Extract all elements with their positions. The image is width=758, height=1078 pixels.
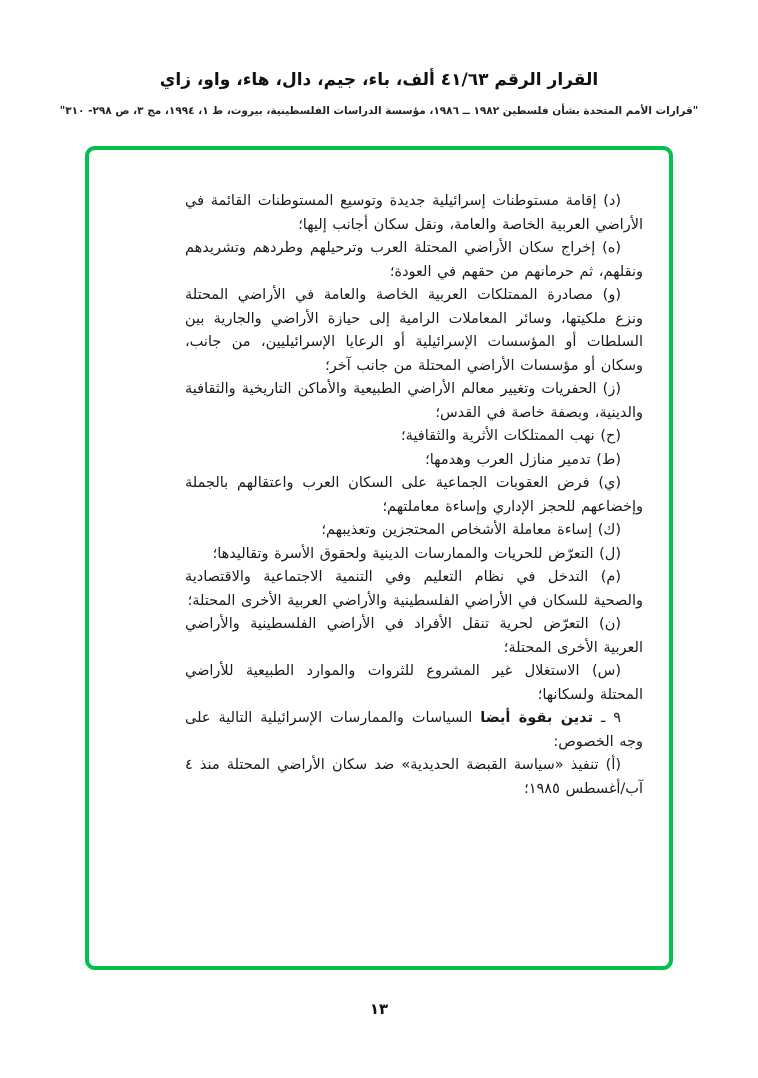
paragraph-text: تدمير منازل العرب وهدمها؛ xyxy=(425,451,591,468)
paragraph-text: تنفيذ «سياسة القبضة الحديدية» ضد سكان الأراضي المحتلة منذ ٤ آب/أغسطس ١٩٨٥؛ xyxy=(185,757,643,797)
paragraph-6 xyxy=(185,472,643,519)
paragraph-3 xyxy=(185,378,643,425)
paragraph-text: نهب الممتلكات الأثرية والثقافية؛ xyxy=(401,428,595,444)
paragraph-label: (ن) xyxy=(599,616,621,632)
paragraph-7 xyxy=(185,519,643,543)
paragraph-text: مصادرة الممتلكات العربية الخاصة والعامة في الأراضي المحتلة ونزع ملكيتها، وسائر المعاملات الرامية إلى حيازة الأراضي والجارية بين السلطات أو المؤسسات الإسرائيلية أو الرعايا الإسرائيليين، من جانب، وسكان أو مؤسسات الأراضي المحتلة من جانب آخر؛ xyxy=(185,287,643,374)
paragraph-10 xyxy=(185,613,643,660)
paragraph-2 xyxy=(185,284,643,378)
paragraph-label: (و) xyxy=(602,287,621,303)
paragraph-text: الحفريات وتغيير معالم الأراضي الطبيعية والأماكن التاريخية والثقافية والدينية، وبصفة خاصة في القدس؛ xyxy=(185,381,643,421)
paragraph-12 xyxy=(185,707,643,754)
paragraph-text: إساءة معاملة الأشخاص المحتجزين وتعذيبهم؛ xyxy=(321,522,593,538)
paragraph-5 xyxy=(185,449,643,473)
paragraph-text: إخراج سكان الأراضي المحتلة العرب وترحيلهم وطردهم وتشريدهم ونقلهم، ثم حرمانهم من حقهم في العودة؛ xyxy=(185,240,643,280)
paragraph-label: (ط) xyxy=(596,451,621,468)
paragraph-label: (د) xyxy=(603,193,622,209)
paragraph-9 xyxy=(185,566,643,613)
paragraph-1 xyxy=(185,237,643,284)
paragraph-label: (ك) xyxy=(597,522,621,538)
paragraph-text: التعرّض لحرية تنقل الأفراد في الأراضي الفلسطينية والأراضي العربية الأخرى المحتلة؛ xyxy=(185,616,643,656)
paragraph-text: التدخل في نظام التعليم وفي التنمية الاجتماعية والاقتصادية والصحية للسكان في الأراضي الفلسطينية والأراضي العربية الأخرى المحتلة؛ xyxy=(185,569,643,609)
paragraph-text: التعرّض للحريات والممارسات الدينية ولحقوق الأسرة وتقاليدها؛ xyxy=(212,545,594,562)
paragraph-text: إقامة مستوطنات إسرائيلية جديدة وتوسيع المستوطنات القائمة في الأراضي العربية الخاصة والعامة، ونقل سكان أجانب إليها؛ xyxy=(185,193,643,233)
paragraph-bold-text: تدين بقوة أيضا xyxy=(480,710,594,726)
paragraph-text: الاستغلال غير المشروع للثروات والموارد الطبيعية للأراضي المحتلة ولسكانها؛ xyxy=(185,663,643,703)
paragraph-label: (ي) xyxy=(598,475,621,491)
paragraph-4 xyxy=(185,425,643,449)
resolution-title: القرار الرقم ٤١/٦٣ ألف، باء، جيم، دال، هاء، واو، زاي xyxy=(159,70,599,90)
paragraph-text: السياسات والممارسات الإسرائيلية التالية على وجه الخصوص: xyxy=(185,710,643,750)
paragraph-label: ٩ ـ xyxy=(601,710,622,726)
paragraph-label: (ل) xyxy=(599,545,621,562)
paragraph-label: (م) xyxy=(600,569,621,585)
paragraph-11 xyxy=(185,660,643,707)
paragraph-label: (ح) xyxy=(600,428,621,444)
source-citation: "قرارات الأمم المتحدة بشأن فلسطين ١٩٨٢ ــ ١٩٨٦، مؤسسة الدراسات الفلسطينية، بيروت، ط ١، ١٩٩٤، مج ٣، ص ٢٩٨- ٣١٠" xyxy=(59,105,699,117)
paragraph-8 xyxy=(185,543,643,567)
resolution-paragraphs xyxy=(185,190,643,801)
paragraph-text: فرض العقوبات الجماعية على السكان العرب واعتقالهم بالجملة وإخضاعهم للحجز الإداري وإساءة معاملتهم؛ xyxy=(185,475,643,515)
paragraph-label: (أ) xyxy=(605,757,622,773)
paragraph-13 xyxy=(185,754,643,801)
green-border-frame xyxy=(85,146,673,970)
paragraph-label: (ه) xyxy=(602,240,622,256)
paragraph-label: (س) xyxy=(592,663,622,679)
paragraph-0 xyxy=(185,190,643,237)
paragraph-label: (ز) xyxy=(602,381,621,397)
page-number: ١٣ xyxy=(369,1000,389,1018)
